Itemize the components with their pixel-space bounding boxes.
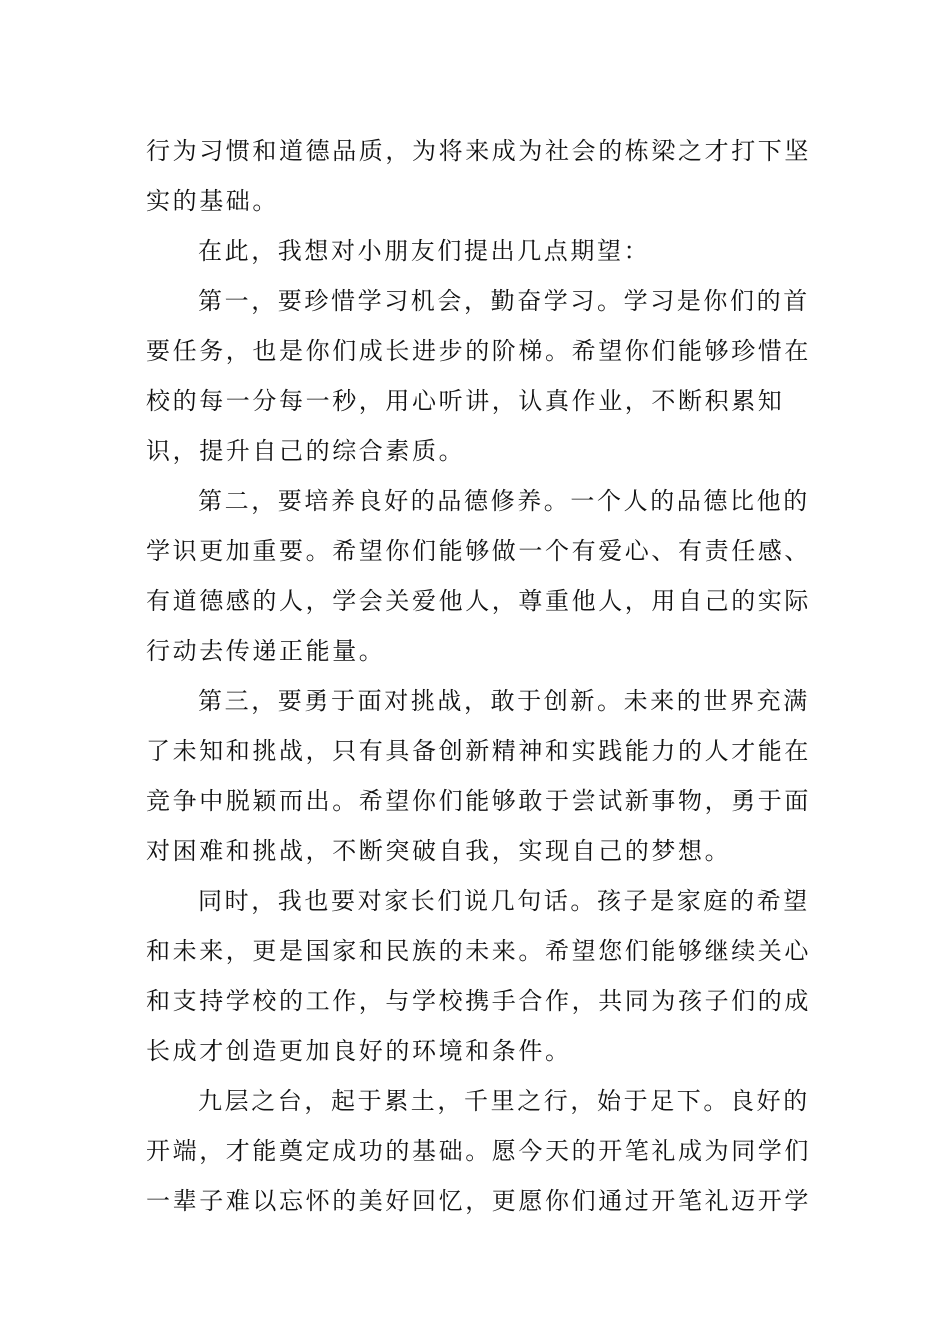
text-line: 校的每一分每一秒，用心听讲，认真作业，不断积累知 — [146, 387, 785, 415]
paragraph-start-line: 第二，要培养良好的品德修养。一个人的品德比他的 — [198, 487, 810, 515]
text-line: 行为习惯和道德品质，为将来成为社会的栋梁之才打下坚 — [146, 137, 811, 165]
text-line: 对困难和挑战，不断突破自我，实现自己的梦想。 — [146, 837, 732, 865]
paragraph-start-line: 九层之台，起于累土，千里之行，始于足下。良好的 — [198, 1087, 810, 1115]
text-line: 行动去传递正能量。 — [146, 637, 386, 665]
text-line: 识，提升自己的综合素质。 — [146, 437, 466, 465]
text-line: 实的基础。 — [146, 187, 279, 215]
text-line: 有道德感的人，学会关爱他人，尊重他人，用自己的实际 — [146, 587, 811, 615]
paragraph-start-line: 在此，我想对小朋友们提出几点期望： — [198, 237, 651, 265]
paragraph-start-line: 第三，要勇于面对挑战，敢于创新。未来的世界充满 — [198, 687, 810, 715]
text-line: 竞争中脱颖而出。希望你们能够敢于尝试新事物，勇于面 — [146, 787, 811, 815]
text-line: 要任务，也是你们成长进步的阶梯。希望你们能够珍惜在 — [146, 337, 811, 365]
text-line: 一辈子难以忘怀的美好回忆，更愿你们通过开笔礼迈开学 — [146, 1187, 811, 1215]
text-line: 和支持学校的工作，与学校携手合作，共同为孩子们的成 — [146, 987, 811, 1015]
document-body — [146, 126, 811, 1226]
text-line: 开端，才能奠定成功的基础。愿今天的开笔礼成为同学们 — [146, 1137, 811, 1165]
text-line: 了未知和挑战，只有具备创新精神和实践能力的人才能在 — [146, 737, 811, 765]
paragraph-start-line: 同时，我也要对家长们说几句话。孩子是家庭的希望 — [198, 887, 810, 915]
text-line: 和未来，更是国家和民族的未来。希望您们能够继续关心 — [146, 937, 811, 965]
paragraph-start-line: 第一，要珍惜学习机会，勤奋学习。学习是你们的首 — [198, 287, 810, 315]
text-line: 长成才创造更加良好的环境和条件。 — [146, 1037, 572, 1065]
text-line: 学识更加重要。希望你们能够做一个有爱心、有责任感、 — [146, 537, 811, 565]
